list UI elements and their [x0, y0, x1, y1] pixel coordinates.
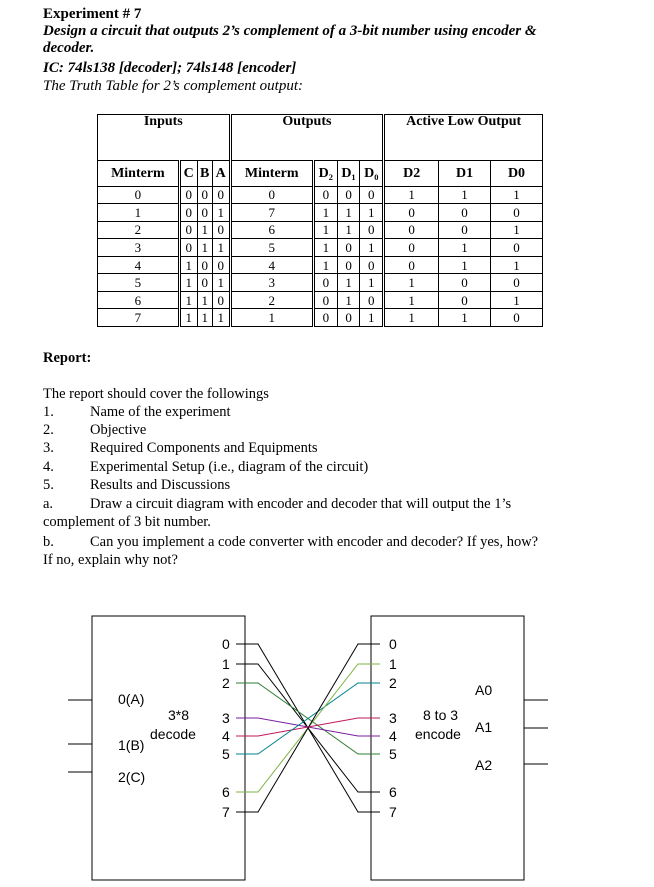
table-cell: 0: [179, 186, 197, 204]
table-cell: 1: [384, 186, 439, 204]
table-cell: 1: [439, 309, 491, 327]
report-intro: The report should cover the followings: [43, 386, 269, 402]
truth-table: [97, 114, 543, 327]
truth-table-body: [98, 186, 543, 327]
table-cell: 1: [384, 309, 439, 327]
task-b-line2: If no, explain why not?: [43, 552, 178, 568]
table-cell: 2: [98, 221, 180, 239]
table-cell: 1: [491, 186, 543, 204]
column-header: B: [197, 161, 212, 186]
table-row: [98, 256, 543, 274]
decoder-output-label: 4: [222, 728, 230, 744]
table-cell: 0: [313, 309, 337, 327]
table-cell: 3: [230, 274, 313, 292]
report-item-text: Results and Discussions: [90, 476, 231, 493]
decoder-input-lines: [68, 700, 92, 772]
encoder-input-label: 2: [389, 675, 397, 691]
table-cell: 0: [439, 291, 491, 309]
table-row: [98, 239, 543, 257]
table-cell: 1: [360, 274, 384, 292]
encoder-input-label: 7: [389, 804, 397, 820]
table-cell: 1: [384, 274, 439, 292]
table-cell: 0: [360, 291, 384, 309]
table-cell: 0: [313, 186, 337, 204]
table-row: [98, 221, 543, 239]
table-cell: 0: [337, 309, 360, 327]
table-row: [98, 186, 543, 204]
encoder-output-label: A1: [475, 719, 493, 735]
column-header: D₀: [360, 161, 384, 186]
table-cell: 0: [212, 221, 230, 239]
task-b-line1: Can you implement a code converter with encoder and decoder? If yes, how?: [90, 534, 539, 550]
wire: [236, 644, 380, 812]
experiment-subtitle-line2: decoder.: [43, 40, 95, 56]
table-cell: 0: [491, 274, 543, 292]
table-cell: 1: [212, 274, 230, 292]
column-header: D2: [384, 161, 439, 186]
table-cell: 1: [337, 274, 360, 292]
table-cell: 0: [313, 291, 337, 309]
task-b-label: b.: [43, 534, 54, 550]
table-cell: 1: [439, 186, 491, 204]
table-cell: 1: [313, 204, 337, 222]
column-header: Minterm: [98, 161, 180, 186]
table-cell: 0: [439, 204, 491, 222]
decoder-output-label: 5: [222, 746, 230, 762]
table-cell: 4: [98, 256, 180, 274]
table-cell: 0: [337, 186, 360, 204]
encoder-output-label: A2: [475, 757, 493, 773]
table-cell: 5: [98, 274, 180, 292]
table-cell: 0: [197, 256, 212, 274]
table-cell: 1: [360, 309, 384, 327]
column-header: D₂: [313, 161, 337, 186]
column-header: C: [179, 161, 197, 186]
table-cell: 0: [197, 204, 212, 222]
decoder-output-label: 7: [222, 804, 230, 820]
decoder-input-label: 1(B): [118, 737, 145, 753]
table-cell: 4: [230, 256, 313, 274]
table-cell: 1: [439, 256, 491, 274]
table-cell: 0: [212, 256, 230, 274]
report-item-text: Objective: [90, 422, 147, 439]
encoder-input-label: 4: [389, 728, 397, 744]
table-cell: 1: [197, 221, 212, 239]
table-cell: 1: [337, 204, 360, 222]
report-item-text: Name of the experiment: [90, 404, 231, 420]
decoder-output-label: 0: [222, 636, 230, 652]
table-cell: 0: [98, 186, 180, 204]
table-cell: 1: [337, 291, 360, 309]
report-item-number: 4.: [43, 458, 54, 475]
table-cell: 0: [212, 291, 230, 309]
table-cell: 1: [360, 204, 384, 222]
table-cell: 1: [384, 291, 439, 309]
table-cell: 1: [491, 256, 543, 274]
table-cell: 0: [439, 221, 491, 239]
encoder-output-label: A0: [475, 682, 493, 698]
table-cell: 0: [384, 256, 439, 274]
ic-list: IC: 74ls138 [decoder]; 74ls148 [encoder]: [43, 60, 297, 76]
table-row: [98, 291, 543, 309]
table-cell: 1: [491, 291, 543, 309]
column-header-row: [98, 161, 543, 186]
report-title: Report:: [43, 350, 92, 366]
report-item-number: 3.: [43, 440, 54, 457]
report-item-text: Required Components and Equipments: [90, 440, 318, 457]
connection-wires: [236, 644, 380, 812]
encoder-input-label: 6: [389, 784, 397, 800]
decoder-input-label: 0(A): [118, 691, 145, 707]
table-cell: 1: [212, 239, 230, 257]
table-cell: 1: [313, 256, 337, 274]
task-a-line1: Draw a circuit diagram with encoder and decoder that will output the 1’s: [90, 496, 512, 512]
experiment-subtitle-line1: Design a circuit that outputs 2’s complement of a 3-bit number using encoder &: [43, 23, 537, 39]
table-cell: 0: [360, 186, 384, 204]
report-item-number: 2.: [43, 422, 54, 439]
table-cell: 7: [98, 309, 180, 327]
encoder-input-label: 0: [389, 636, 397, 652]
outputs-header: Outputs: [230, 115, 384, 161]
table-cell: 1: [179, 309, 197, 327]
circuit-diagram: [0, 600, 654, 887]
table-cell: 0: [384, 204, 439, 222]
table-cell: 0: [337, 239, 360, 257]
encoder-input-label: 1: [389, 656, 397, 672]
table-cell: 0: [212, 186, 230, 204]
report-item-text: Experimental Setup (i.e., diagram of the circuit): [90, 458, 369, 475]
table-cell: 1: [212, 204, 230, 222]
column-header: D0: [491, 161, 543, 186]
column-header: D₁: [337, 161, 360, 186]
table-cell: 1: [212, 309, 230, 327]
table-row: [98, 204, 543, 222]
table-row: [98, 309, 543, 327]
experiment-title: Experiment # 7: [43, 6, 142, 22]
table-cell: 0: [491, 204, 543, 222]
table-cell: 0: [491, 239, 543, 257]
table-cell: 1: [230, 309, 313, 327]
decoder-output-label: 2: [222, 675, 230, 691]
decoder-input-label: 2(C): [118, 769, 146, 785]
table-cell: 1: [360, 239, 384, 257]
table-cell: 0: [179, 239, 197, 257]
table-cell: 0: [384, 221, 439, 239]
table-cell: 6: [230, 221, 313, 239]
column-header: D1: [439, 161, 491, 186]
table-cell: 0: [491, 309, 543, 327]
table-cell: 1: [197, 291, 212, 309]
report-item-number: 5.: [43, 476, 54, 493]
report-item-number: 1.: [43, 404, 54, 420]
table-cell: 0: [179, 204, 197, 222]
table-row: [98, 274, 543, 292]
table-cell: 1: [179, 291, 197, 309]
table-cell: 1: [197, 309, 212, 327]
active-low-header: Active Low Output: [384, 115, 543, 161]
encoder-input-label: 3: [389, 710, 397, 726]
table-cell: 0: [197, 274, 212, 292]
decoder-label-line1: 3*8: [168, 707, 190, 723]
task-a-label: a.: [43, 496, 54, 512]
table-cell: 0: [360, 221, 384, 239]
column-header: A: [212, 161, 230, 186]
table-cell: 0: [230, 186, 313, 204]
table-cell: 0: [197, 186, 212, 204]
inputs-header: Inputs: [98, 115, 231, 161]
table-cell: 1: [197, 239, 212, 257]
decoder-output-label: 3: [222, 710, 230, 726]
table-cell: 0: [360, 256, 384, 274]
encoder-input-label: 5: [389, 746, 397, 762]
wire: [236, 718, 380, 736]
table-cell: 6: [98, 291, 180, 309]
decoder-label-line2: decode: [150, 726, 196, 742]
table-cell: 1: [179, 256, 197, 274]
table-cell: 1: [313, 239, 337, 257]
table-cell: 0: [439, 274, 491, 292]
table-cell: 7: [230, 204, 313, 222]
table-cell: 0: [179, 221, 197, 239]
encoder-output-lines: [524, 700, 548, 764]
table-cell: 0: [313, 274, 337, 292]
table-cell: 1: [98, 204, 180, 222]
table-cell: 0: [337, 256, 360, 274]
encoder-label-line2: encode: [415, 726, 461, 742]
table-cell: 1: [491, 221, 543, 239]
table-cell: 1: [179, 274, 197, 292]
table-caption: The Truth Table for 2’s complement output:: [43, 78, 304, 94]
table-cell: 3: [98, 239, 180, 257]
table-cell: 0: [384, 239, 439, 257]
table-cell: 5: [230, 239, 313, 257]
table-cell: 2: [230, 291, 313, 309]
table-cell: 1: [337, 221, 360, 239]
column-header: Minterm: [230, 161, 313, 186]
table-cell: 1: [439, 239, 491, 257]
decoder-output-label: 6: [222, 784, 230, 800]
encoder-label-line1: 8 to 3: [423, 707, 459, 723]
task-a-line2: complement of 3 bit number.: [43, 514, 211, 530]
table-cell: 1: [313, 221, 337, 239]
decoder-output-label: 1: [222, 656, 230, 672]
